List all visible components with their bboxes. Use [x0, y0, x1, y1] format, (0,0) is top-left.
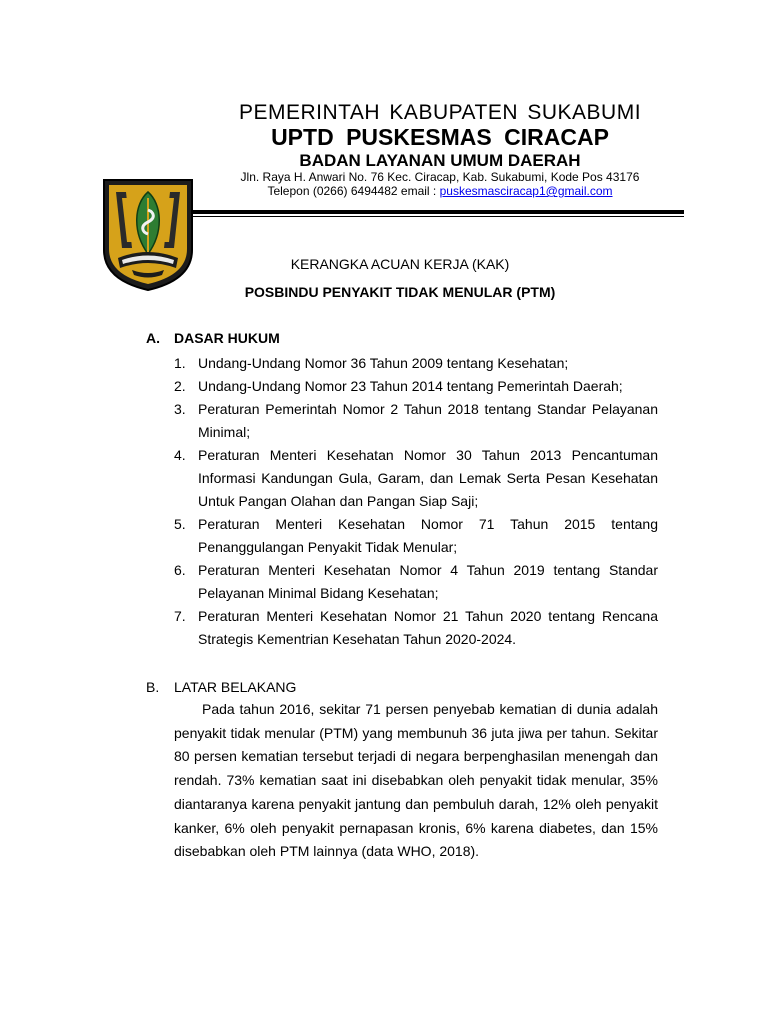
list-item	[174, 513, 658, 559]
letterhead-government: PEMERINTAH KABUPATEN SUKABUMI	[238, 101, 642, 124]
kabupaten-sukabumi-logo	[102, 178, 194, 292]
letterhead-phone: Telepon (0266) 6494482 email :	[267, 184, 440, 198]
letterhead-address: Jln. Raya H. Anwari No. 76 Kec. Ciracap, Kab. Sukabumi, Kode Pos 43176	[240, 170, 640, 184]
list-item-text: Undang-Undang Nomor 36 Tahun 2009 tentang Kesehatan;	[198, 355, 569, 371]
list-item-number: 5.	[174, 516, 186, 532]
letterhead-contact	[190, 184, 690, 198]
letterhead-rule-thin	[192, 216, 684, 217]
letterhead-unit: BADAN LAYANAN UMUM DAERAH	[299, 151, 581, 170]
list-item-text: Peraturan Menteri Kesehatan Nomor 30 Tahun 2013 Pencantuman Informasi Kandungan Gula, Garam, dan Lemak Serta Pesan Kesehatan Untuk Pangan Olahan dan Pangan Siap Saji;	[198, 447, 658, 509]
letterhead-rule-thick	[192, 210, 684, 214]
list-item-number: 6.	[174, 562, 186, 578]
section-title: LATAR BELAKANG	[174, 679, 297, 695]
list-item-number: 7.	[174, 608, 186, 624]
list-item-text: Undang-Undang Nomor 23 Tahun 2014 tentang Pemerintah Daerah;	[198, 378, 623, 394]
list-item	[174, 352, 658, 375]
list-item	[174, 375, 658, 398]
list-item-number: 2.	[174, 378, 186, 394]
list-item-text: Peraturan Menteri Kesehatan Nomor 71 Tahun 2015 tentang Penanggulangan Penyakit Tidak Menular;	[198, 516, 658, 555]
list-item-number: 3.	[174, 401, 186, 417]
list-item-number: 1.	[174, 355, 186, 371]
list-item	[174, 605, 658, 651]
section-letter: B.	[146, 679, 160, 695]
background-paragraph: Pada tahun 2016, sekitar 71 persen penyebab kematian di dunia adalah penyakit tidak menular (PTM) yang membunuh 36 juta jiwa per tahun. Sekitar 80 persen kematian tersebut terjadi di negara berpenghasilan menengah dan rendah. 73% kematian saat ini disebabkan oleh penyakit tidak menular, 35% diantaranya karena penyakit jantung dan pembuluh darah, 12% oleh penyakit kanker, 6% oleh penyakit pernapasan kronis, 6% karena diabetes, dan 15% disebabkan oleh PTM lainnya (data WHO, 2018).	[174, 701, 658, 860]
section-letter: A.	[146, 330, 160, 346]
list-item-text: Peraturan Menteri Kesehatan Nomor 21 Tahun 2020 tentang Rencana Strategis Kementrian Kesehatan Tahun 2020-2024.	[198, 608, 658, 647]
section-title: DASAR HUKUM	[174, 330, 280, 346]
list-item	[174, 444, 658, 513]
document-title: KERANGKA ACUAN KERJA (KAK)	[290, 256, 510, 272]
list-item-text: Peraturan Menteri Kesehatan Nomor 4 Tahun 2019 tentang Standar Pelayanan Minimal Bidang Kesehatan;	[198, 562, 658, 601]
letterhead-institution: UPTD PUSKESMAS CIRACAP	[271, 124, 609, 150]
list-item-number: 4.	[174, 447, 186, 463]
list-item	[174, 398, 658, 444]
list-item-text: Peraturan Pemerintah Nomor 2 Tahun 2018 tentang Standar Pelayanan Minimal;	[198, 401, 658, 440]
email-link[interactable]: puskesmasciracap1@gmail.com	[439, 184, 613, 198]
document-subtitle: POSBINDU PENYAKIT TIDAK MENULAR (PTM)	[244, 284, 556, 300]
legal-basis-list	[174, 352, 658, 651]
list-item	[174, 559, 658, 605]
